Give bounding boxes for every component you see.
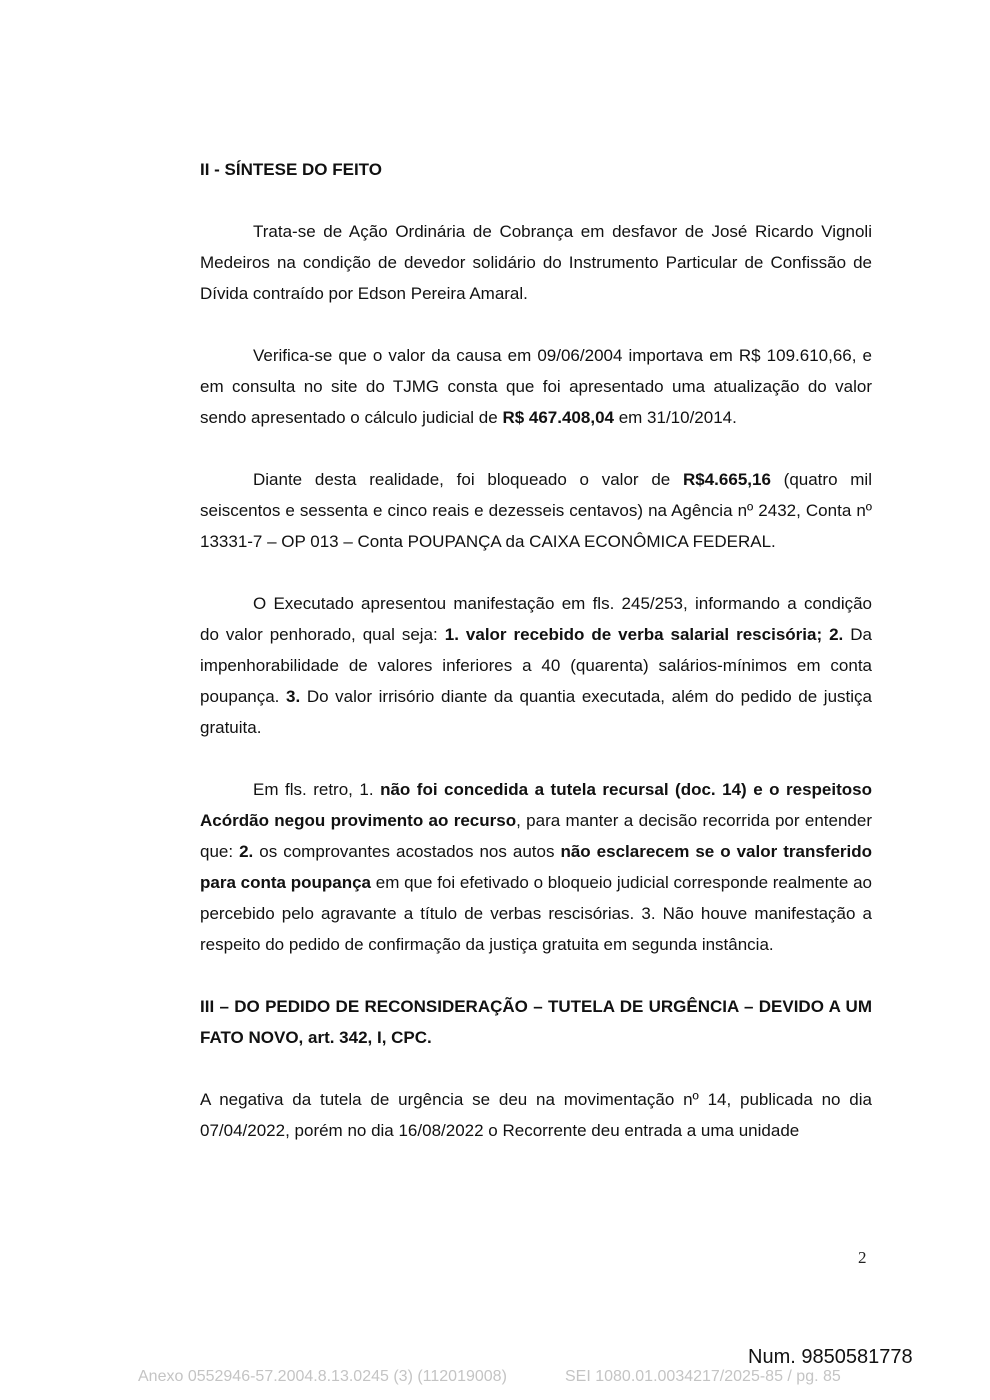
paragraph-executed-statement bbox=[200, 588, 872, 743]
paragraph-text: os comprovantes acostados nos autos bbox=[253, 842, 561, 861]
paragraph-action-summary bbox=[200, 216, 872, 309]
page-number: 2 bbox=[858, 1248, 867, 1267]
footer-watermark bbox=[138, 1368, 898, 1386]
bold-text: 2. bbox=[239, 842, 254, 861]
document-number: Num. 9850581778 bbox=[748, 1346, 913, 1368]
sei-reference: SEI 1080.01.0034217/2025-85 / pg. 85 bbox=[565, 1368, 841, 1385]
bold-text: não foi concedida a tutela recursal (doc. 14) e o respeitoso Acórdão negou provimento ao recurso bbox=[200, 780, 872, 830]
paragraph-blocked-amount bbox=[200, 464, 872, 557]
paragraph-text: , para manter a decisão recorrida por entender que: bbox=[200, 811, 873, 861]
paragraph-text: Trata-se de Ação Ordinária de Cobrança em desfavor de José Ricardo Vignoli Medeiros na condição de devedor solidário do Instrumento Particular de Confissão de Dívida contraído por Edson Pereira Amaral. bbox=[200, 222, 872, 303]
annex-reference: Anexo 0552946-57.2004.8.13.0245 (3) (112019008) bbox=[138, 1368, 507, 1385]
bold-amount: R$ 467.408,04 bbox=[502, 408, 614, 427]
bold-text: não esclarecem se o valor transferido para conta poupança bbox=[200, 842, 873, 892]
paragraph-text: Em fls. retro, 1. bbox=[253, 780, 381, 799]
section-heading-reconsideration: III – DO PEDIDO DE RECONSIDERAÇÃO – TUTELA DE URGÊNCIA – DEVIDO A UM FATO NOVO, art. 342, I, CPC. bbox=[200, 997, 872, 1047]
document-body bbox=[200, 154, 872, 1146]
paragraph-text: Do valor irrisório diante da quantia executada, além do pedido de justiça gratuita. bbox=[200, 687, 872, 737]
paragraph-text: (quatro mil seiscentos e sessenta e cinco reais e dezesseis centavos) na Agência nº 2432, Conta nº 13331-7 – OP 013 – Conta POUPANÇA da CAIXA ECONÔMICA FEDERAL. bbox=[200, 470, 872, 551]
paragraph-text: Diante desta realidade, foi bloqueado o valor de bbox=[253, 470, 683, 489]
paragraph-text: A negativa da tutela de urgência se deu na movimentação nº 14, publicada no dia 07/04/2022, porém no dia 16/08/2022 o Recorrente deu entrada a uma unidade bbox=[200, 1090, 872, 1140]
paragraph-text: em que foi efetivado o bloqueio judicial corresponde realmente ao percebido pelo agravante a título de verbas rescisórias. 3. Não houve manifestação a respeito do pedido de confirmação da justiça gratuita em segunda instância. bbox=[200, 873, 872, 954]
paragraph-text: Verifica-se que o valor da causa em 09/06/2004 importava em R$ 109.610,66, e em consulta no site do TJMG consta que foi apresentado uma atualização do valor sendo apresentado o cálculo judicial de bbox=[200, 346, 872, 427]
bold-text: 1. valor recebido de verba salarial rescisória; 2. bbox=[444, 625, 844, 644]
paragraph-text: O Executado apresentou manifestação em fls. 245/253, informando a condição do valor penhorado, qual seja: bbox=[200, 594, 872, 644]
bold-amount: R$4.665,16 bbox=[683, 470, 771, 489]
paragraph-text: Da impenhorabilidade de valores inferiores a 40 (quarenta) salários-mínimos em conta poupança. bbox=[200, 625, 872, 706]
paragraph-urgency-denial bbox=[200, 1084, 872, 1146]
paragraph-case-value bbox=[200, 340, 872, 433]
bold-text: 3. bbox=[286, 687, 301, 706]
section-heading-synthesis: II - SÍNTESE DO FEITO bbox=[200, 160, 382, 179]
paragraph-appeal-decision bbox=[200, 774, 872, 960]
paragraph-text: em 31/10/2014. bbox=[613, 408, 737, 427]
